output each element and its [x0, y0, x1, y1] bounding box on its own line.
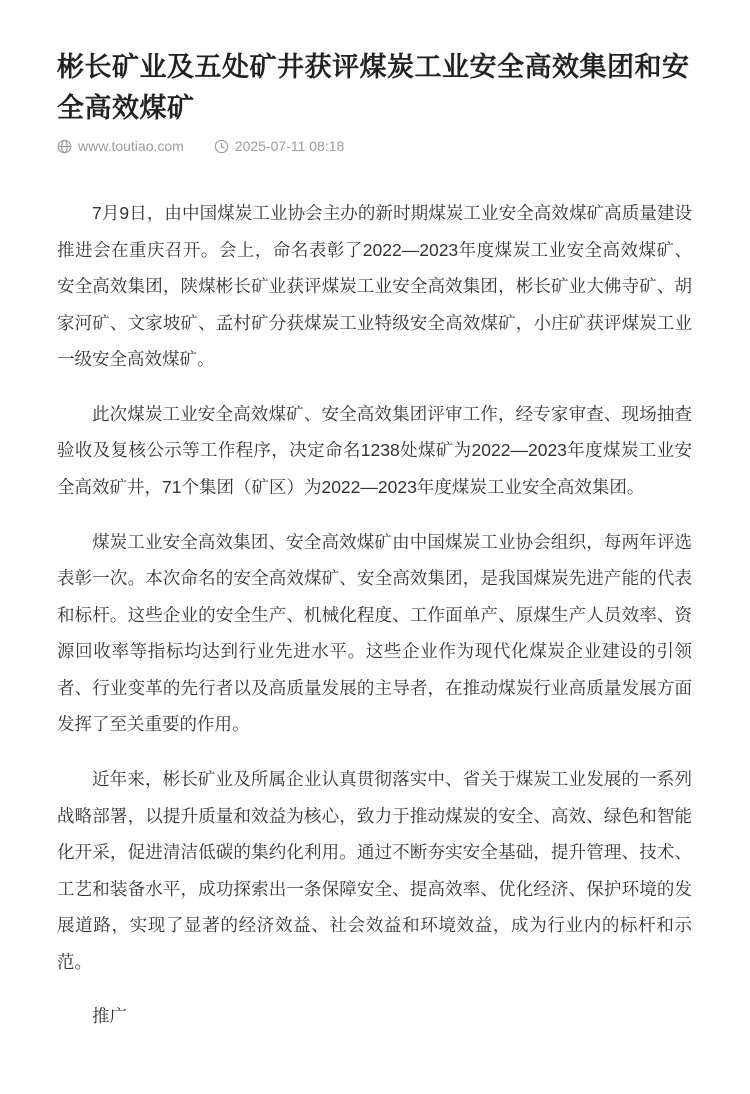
paragraph-1: 7月9日，由中国煤炭工业协会主办的新时期煤炭工业安全高效煤矿高质量建设推进会在重庆召开。会上，命名表彰了2022—2023年度煤炭工业安全高效煤矿、安全高效集团，陕煤彬长矿业获评煤炭工业安全高效集团，彬长矿业大佛寺矿、胡家河矿、文家坡矿、孟村矿分获煤炭工业特级安全高效煤矿，小庄矿获评煤炭工业一级安全高效煤矿。	[57, 203, 692, 370]
publish-time	[214, 138, 345, 154]
source-site[interactable]	[57, 138, 184, 154]
publish-time-label: 2025-07-11 08:18	[234, 138, 345, 155]
source-site-label: www.toutiao.com	[78, 138, 184, 155]
globe-icon	[57, 139, 72, 154]
promo-label: 推广	[92, 1006, 127, 1027]
paragraph-4: 近年来，彬长矿业及所属企业认真贯彻落实中、省关于煤炭工业发展的一系列战略部署，以提升质量和效益为核心，致力于推动煤炭的安全、高效、绿色和智能化开采，促进清洁低碳的集约化利用。通过不断夯实安全基础，提升管理、技术、工艺和装备水平，成功探索出一条保障安全、提高效率、优化经济、保护环境的发展道路，实现了显著的经济效益、社会效益和环境效益，成为行业内的标杆和示范。	[57, 768, 692, 972]
paragraph-3: 煤炭工业安全高效集团、安全高效煤矿由中国煤炭工业协会组织，每两年评选表彰一次。本次命名的安全高效煤矿、安全高效集团，是我国煤炭先进产能的代表和标杆。这些企业的安全生产、机械化程度、工作面单产、原煤生产人员效率、资源回收率等指标均达到行业先进水平。这些企业作为现代化煤炭企业建设的引领者、行业变革的先行者以及高质量发展的主导者，在推动煤炭行业高质量发展方面发挥了至关重要的作用。	[57, 531, 692, 735]
article-meta	[57, 138, 692, 154]
article-body	[57, 195, 692, 1035]
paragraph-2: 此次煤炭工业安全高效煤矿、安全高效集团评审工作，经专家审查、现场抽查验收及复核公示等工作程序，决定命名1238处煤矿为2022—2023年度煤炭工业安全高效矿井，71个集团（矿区）为2022—2023年度煤炭工业安全高效集团。	[57, 403, 692, 497]
clock-icon	[214, 139, 229, 154]
page-title: 彬长矿业及五处矿井获评煤炭工业安全高效集团和安全高效煤矿	[57, 52, 690, 124]
